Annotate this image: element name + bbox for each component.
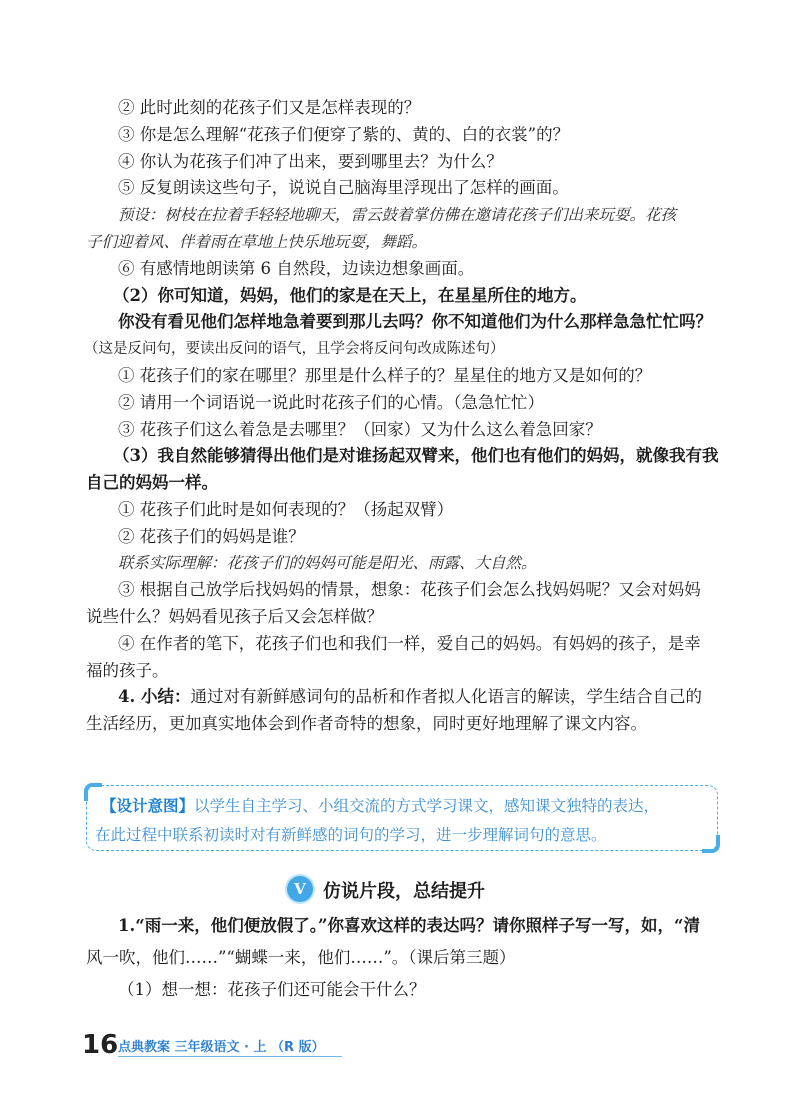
question-line: ⑥ 有感情地朗读第 6 自然段，边读边想象画面。 xyxy=(118,259,475,278)
preset-answer-line: 子们迎着风、伴着雨在草地上快乐地玩耍，舞蹈。 xyxy=(86,233,428,251)
question-line: ② 此时此刻的花孩子们又是怎样表现的？ xyxy=(118,98,421,117)
summary-label: 4. 小结： xyxy=(118,687,191,706)
exercise-line: 1.“雨一来，他们便放假了。”你喜欢这样的表达吗？请你照样子写一写，如，“清 xyxy=(118,916,700,935)
quote-line: （3）我自然能够猜得出他们是对谁扬起双臂来，他们也有他们的妈妈，就像我有我 xyxy=(113,446,719,465)
exercise-line: （1）想一想：花孩子们还可能会干什么？ xyxy=(118,980,426,999)
exercise-line: 风一吹，他们……”“蝴蝶一来，他们……”。（课后第三题） xyxy=(86,948,516,967)
question-line: 说些什么？妈妈看见孩子后又会怎样做？ xyxy=(86,607,383,626)
section-title: 仿说片段，总结提升 xyxy=(323,881,485,902)
question-line: ⑤ 反复朗读这些句子，说说自己脑海里浮现出了怎样的画面。 xyxy=(118,178,569,197)
question-line: ② 花孩子们的妈妈是谁？ xyxy=(118,527,305,546)
quote-line: 自己的妈妈一样。 xyxy=(86,473,218,492)
preset-answer-line: 联系实际理解：花孩子们的妈妈可能是阳光、雨露、大自然。 xyxy=(118,554,537,572)
quote-line: （2）你可知道，妈妈，他们的家是在天上，在星星所住的地方。 xyxy=(113,286,587,305)
roman-numeral-badge: V xyxy=(287,876,313,902)
question-line: ② 请用一个词语说一说此时花孩子们的心情。（急急忙忙） xyxy=(118,393,544,412)
question-line: ④ 你认为花孩子们冲了出来，要到哪里去？为什么？ xyxy=(118,152,503,171)
preset-answer-line: 预设：树枝在拉着手轻轻地聊天，雷云鼓着掌仿佛在邀请花孩子们出来玩耍。花孩 xyxy=(118,206,677,224)
summary-line: 4. 小结：通过对有新鲜感词句的品析和作者拟人化语言的解读，学生结合自己的 xyxy=(118,687,702,706)
design-intent-box xyxy=(86,785,718,851)
question-line: ① 花孩子们的家在哪里？那里是什么样子的？星星住的地方又是如何的？ xyxy=(118,366,652,385)
book-title: 点典教案 三年级语文 · 上 （R 版） xyxy=(118,1040,325,1055)
box-corner-decoration xyxy=(702,835,720,853)
footer-divider xyxy=(118,1056,342,1057)
summary-line: 生活经历，更加真实地体会到作者奇特的想象，同时更好地理解了课文内容。 xyxy=(86,714,647,733)
question-line: 福的孩子。 xyxy=(86,661,169,680)
question-line: ③ 根据自己放学后找妈妈的情景，想象：花孩子们会怎么找妈妈呢？又会对妈妈 xyxy=(118,580,701,599)
question-line: ③ 花孩子们这么着急是去哪里？（回家）又为什么这么着急回家？ xyxy=(118,420,602,439)
note-line: （这是反问句，要读出反问的语气，且学会将反问句改成陈述句） xyxy=(84,341,505,357)
design-intent-line: 在此过程中联系初读时对有新鲜感的词句的学习，进一步理解词句的意思。 xyxy=(95,826,607,844)
box-corner-decoration xyxy=(84,783,102,801)
question-line: ④ 在作者的笔下，花孩子们也和我们一样，爱自己的妈妈。有妈妈的孩子，是幸 xyxy=(118,634,701,653)
design-intent-tag: 【设计意图】 xyxy=(101,797,195,815)
quote-line: 你没有看见他们怎样地急着要到那儿去吗？你不知道他们为什么那样急急忙忙吗？ xyxy=(118,312,712,331)
question-line: ① 花孩子们此时是如何表现的？（扬起双臂） xyxy=(118,500,454,519)
page-number: 16 xyxy=(82,1030,119,1060)
design-intent-line: 【设计意图】以学生自主学习、小组交流的方式学习课文，感知课文独特的表达， xyxy=(101,797,660,815)
question-line: ③ 你是怎么理解“花孩子们便穿了紫的、黄的、白的衣裳”的？ xyxy=(118,125,570,144)
